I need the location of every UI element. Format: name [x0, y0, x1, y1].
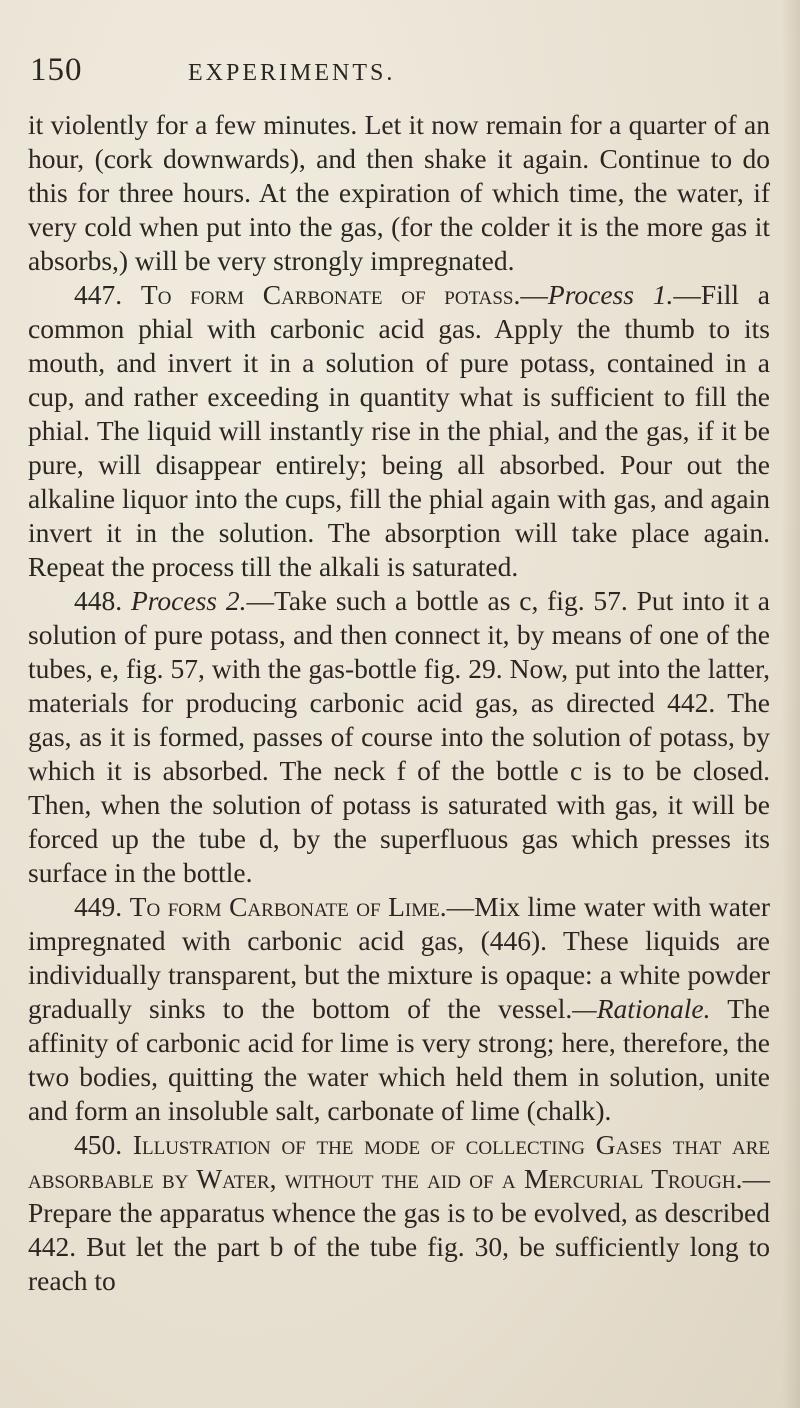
- paragraph-450: [28, 1128, 770, 1298]
- paragraph-449: [28, 890, 770, 1128]
- paragraph-text: —Fill a common phial with carbonic acid gas. Apply the thumb to its mouth, and invert it in a solution of pure potass, contained in a cup, and rather exceeding in quantity what is sufficient to fill the phial. The liquid will instantly rise in the phial, and the gas, if it be pure, will disappear entirely; being all absorbed. Pour out the alkaline liquor into the cups, fill the phial again with gas, and again invert it in the solution. The absorption will take place again. Repeat the process till the alkali is saturated.: [28, 279, 771, 582]
- page-edge-shadow: [782, 0, 800, 1408]
- rationale-label: —Rationale.: [572, 993, 711, 1024]
- paragraph-number: 447.: [74, 279, 123, 310]
- process-label: Process 1.: [547, 279, 674, 310]
- running-title: EXPERIMENTS.: [188, 60, 396, 86]
- paragraph-text: —Prepare the apparatus whence the gas is to be evolved, as described 442. But let the part b of the tube fig. 30, be sufficiently long to reach to: [28, 1163, 770, 1296]
- paragraph-number: 448.: [74, 585, 123, 616]
- paragraph-number: 449.: [74, 891, 123, 922]
- page-number: 150: [30, 52, 83, 88]
- process-label: Process 2.: [130, 585, 247, 616]
- paragraph-number: 450.: [74, 1129, 123, 1160]
- paragraph-continuation: [28, 108, 770, 278]
- body-text: [28, 108, 770, 1298]
- book-page: [28, 52, 770, 1298]
- rationale-text: The affinity of carbonic acid for lime is very strong; here, therefore, the two bodies, quitting the water which held them in solution, unite and form an insoluble salt, carbonate of lime (chalk).: [28, 993, 770, 1126]
- paragraph-text: —Take such a bottle as c, fig. 57. Put into it a solution of pure potass, and then connect it, by means of one of the tubes, e, fig. 57, with the gas-bottle fig. 29. Now, put into the latter, materials for producing carbonic acid gas, as directed 442. The gas, as it is formed, passes of course into the solution of potass, by which it is absorbed. The neck f of the bottle c is to be closed. Then, when the solution of potass is saturated with gas, it will be forced up the tube d, by the superfluous gas which presses its surface in the bottle.: [28, 585, 771, 888]
- section-heading: Illustration of the mode of collecting Gases that are absorbable by Water, without the aid of a Mercurial Trough.: [28, 1129, 771, 1194]
- page-header: [28, 52, 770, 96]
- paragraph-text: —Mix lime water with water impregnated with carbonic acid gas, (446). These liquids are individually transparent, but the mixture is opaque: a white powder gradually sinks to the bottom of the vessel.: [28, 891, 770, 1024]
- section-heading: To form Carbonate of Lime.: [129, 891, 447, 922]
- paragraph-448: [28, 584, 770, 890]
- section-heading: To form Carbonate of potass.: [140, 279, 521, 310]
- paragraph-text: it violently for a few minutes. Let it now remain for a quarter of an hour, (cork downwards), and then shake it again. Continue to do this for three hours. At the expiration of which time, the water, if very cold when put into the gas, (for the colder it is the more gas it absorbs,) will be very strongly impregnated.: [28, 109, 770, 276]
- paragraph-447: [28, 278, 770, 584]
- heading-dash: —: [520, 279, 548, 310]
